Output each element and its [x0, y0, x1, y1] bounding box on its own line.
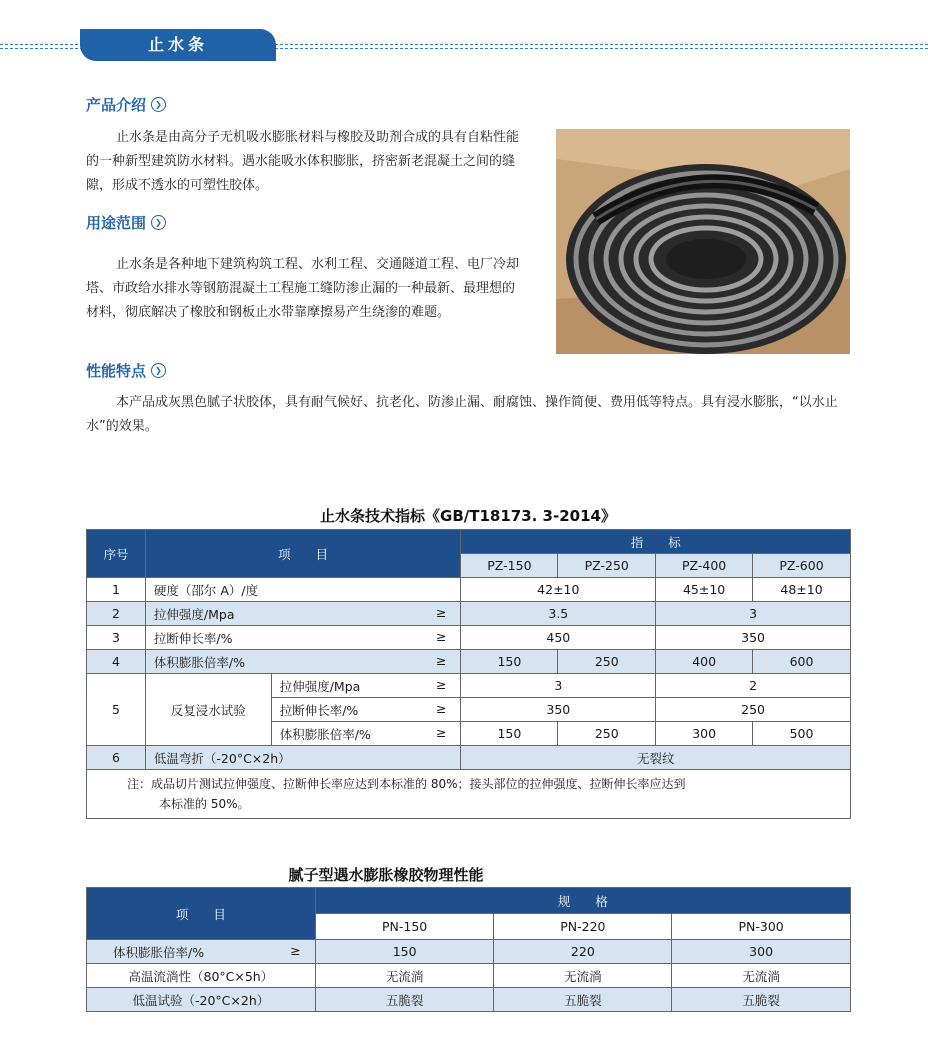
cell-value: 五脆裂 — [494, 988, 672, 1012]
cell-value: 无流淌 — [494, 964, 672, 988]
row-seq: 2 — [87, 602, 146, 626]
model-header: PZ-400 — [656, 554, 753, 578]
row-seq: 4 — [87, 650, 146, 674]
section-text-intro — [86, 126, 526, 198]
row-item: 低温弯折（-20°C×2h） — [145, 746, 461, 770]
ge-symbol: ≥ — [435, 676, 447, 692]
cell-value: 45±10 — [656, 578, 753, 602]
cell-value: 无流淌 — [315, 964, 494, 988]
section-text-usage — [86, 253, 526, 325]
cell-value: 300 — [672, 940, 851, 964]
table-row — [87, 602, 851, 626]
product-photo — [556, 129, 850, 354]
note-line: 本标准的 50%。 — [159, 797, 250, 811]
row-seq: 6 — [87, 746, 146, 770]
row-seq: 1 — [87, 578, 146, 602]
ge-symbol: ≥ — [435, 628, 447, 644]
header-seq: 序号 — [87, 530, 146, 578]
header-spec: 规 格 — [315, 888, 850, 914]
table-note — [87, 770, 851, 819]
table-row — [87, 746, 851, 770]
page-title: 止水条 — [80, 29, 276, 61]
cell-value: 五脆裂 — [315, 988, 494, 1012]
cell-value: 150 — [315, 940, 494, 964]
cell-value: 42±10 — [461, 578, 656, 602]
table-row — [87, 674, 851, 698]
section-text: 止水条是各种地下建筑构筑工程、水利工程、交通隧道工程、电厂冷却塔、市政给水排水等钢筋混凝土工程施工缝防渗止漏的一种最新、最理想的材料，彻底解决了橡胶和钢板止水带靠摩擦易产生绕渗的难题。 — [86, 257, 520, 320]
section-heading-features — [86, 360, 166, 381]
table-row — [87, 626, 851, 650]
ge-symbol: ≥ — [435, 604, 447, 620]
row-subitem-label: 拉伸强度/Mpa — [279, 678, 361, 694]
header-item: 项 目 — [87, 888, 316, 940]
section-heading-intro — [86, 94, 166, 115]
chevron-right-icon: ❯ — [151, 215, 166, 230]
cell-value: 500 — [753, 722, 851, 746]
cell-value: 3.5 — [461, 602, 656, 626]
spec-table — [86, 529, 851, 819]
cell-value: 48±10 — [753, 578, 851, 602]
cell-value: 250 — [558, 722, 656, 746]
table-row — [87, 578, 851, 602]
section-heading-usage — [86, 212, 166, 233]
cell-value: 150 — [461, 722, 558, 746]
model-header: PZ-150 — [461, 554, 558, 578]
section-heading-label: 用途范围 — [86, 214, 147, 232]
chevron-right-icon: ❯ — [151, 97, 166, 112]
row-item: 硬度（邵尔 A）/度 — [145, 578, 461, 602]
row-subitem — [271, 722, 461, 746]
cell-value: 无流淌 — [672, 964, 851, 988]
cell-value: 五脆裂 — [672, 988, 851, 1012]
row-item: 反复浸水试验 — [145, 674, 271, 746]
row-item: 低温试验（-20°C×2h） — [87, 988, 316, 1012]
ge-symbol: ≥ — [435, 652, 447, 668]
note-line: 注：成品切片测试拉伸强度、拉断伸长率应达到本标准的 80%；接头部位的拉伸强度、拉断伸长率应达到 — [127, 777, 686, 791]
cell-value: 2 — [656, 674, 851, 698]
ge-symbol: ≥ — [435, 700, 447, 716]
row-item-label: 体积膨胀倍率/% — [153, 654, 245, 670]
cell-value: 3 — [656, 602, 851, 626]
row-item — [145, 602, 461, 626]
ge-symbol: ≥ — [290, 942, 301, 958]
cell-value: 350 — [656, 626, 851, 650]
model-header: PZ-250 — [558, 554, 656, 578]
model-header: PZ-600 — [753, 554, 851, 578]
model-header: PN-300 — [672, 914, 851, 940]
cell-value: 300 — [656, 722, 753, 746]
row-item: 高温流淌性（80°C×5h） — [87, 964, 316, 988]
cell-value: 350 — [461, 698, 656, 722]
table2-title: 腻子型遇水膨胀橡胶物理性能 — [288, 866, 484, 884]
header-index: 指 标 — [461, 530, 851, 554]
section-text-features — [86, 391, 848, 439]
section-text: 止水条是由高分子无机吸水膨胀材料与橡胶及助剂合成的具有自粘性能的一种新型建筑防水材料。遇水能吸水体积膨胀，挤密新老混凝土之间的缝隙，形成不透水的可塑性胶体。 — [86, 130, 520, 193]
table-row — [87, 940, 851, 964]
cell-value: 250 — [558, 650, 656, 674]
row-seq: 3 — [87, 626, 146, 650]
ge-symbol: ≥ — [435, 724, 447, 740]
model-header: PN-150 — [315, 914, 494, 940]
header-item: 项 目 — [145, 530, 461, 578]
row-subitem-label: 体积膨胀倍率/% — [279, 726, 371, 742]
putty-table — [86, 887, 851, 1012]
cell-value: 250 — [656, 698, 851, 722]
section-heading-label: 产品介绍 — [86, 96, 147, 114]
row-item — [145, 650, 461, 674]
row-subitem — [271, 698, 461, 722]
cell-value: 400 — [656, 650, 753, 674]
cell-value: 600 — [753, 650, 851, 674]
row-subitem — [271, 674, 461, 698]
cell-value: 150 — [461, 650, 558, 674]
cell-value: 220 — [494, 940, 672, 964]
table-note-row — [87, 770, 851, 819]
table-row — [87, 988, 851, 1012]
table-row — [87, 964, 851, 988]
section-heading-label: 性能特点 — [86, 362, 147, 380]
table-row — [87, 650, 851, 674]
table1-title: 止水条技术指标《GB/T18173. 3-2014》 — [320, 507, 616, 525]
cell-value: 3 — [461, 674, 656, 698]
model-header: PN-220 — [494, 914, 672, 940]
row-seq: 5 — [87, 674, 146, 746]
chevron-right-icon: ❯ — [151, 363, 166, 378]
cell-value: 无裂纹 — [461, 746, 851, 770]
row-item-label: 拉断伸长率/% — [153, 630, 233, 646]
section-text: 本产品成灰黑色腻子状胶体，具有耐气候好、抗老化、防渗止漏、耐腐蚀、操作简便、费用低等特点。具有浸水膨胀，“以水止水”的效果。 — [86, 395, 838, 434]
row-item-label: 体积膨胀倍率/% — [113, 944, 205, 960]
row-item — [145, 626, 461, 650]
cell-value: 450 — [461, 626, 656, 650]
row-item-label: 拉伸强度/Mpa — [153, 606, 235, 622]
row-item — [87, 940, 316, 964]
row-subitem-label: 拉断伸长率/% — [279, 702, 359, 718]
